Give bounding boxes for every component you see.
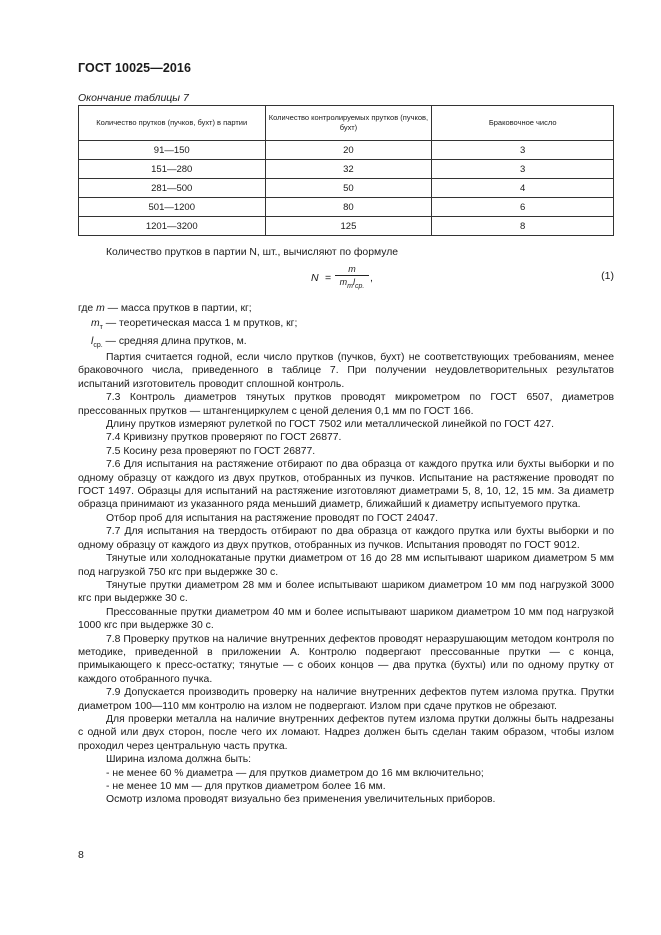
list-item: - не менее 10 мм — для прутков диаметром более 16 мм.: [106, 781, 386, 792]
paragraph: 7.4 Кривизну прутков проверяют по ГОСТ 26877.: [106, 432, 342, 444]
table-header-row: [79, 106, 614, 141]
legend-text: — средняя длина прутков, м.: [102, 336, 247, 348]
formula-equals: =: [325, 272, 332, 284]
paragraph: Длину прутков измеряют рулеткой по ГОСТ 7502 или металлической линейкой по ГОСТ 427.: [106, 419, 554, 431]
paragraph: 7.6 Для испытания на растяжение отбирают по два образца от каждого прутка или бухты выборки и по одному образцу от каждого из двух прутков, отобранных из пучков. Испытание на растяжение проводят по ГОСТ 1497. Образцы для испытаний на растяжение изготовляют диаметрами 5, 8, 10, 12, 15 мм. За диаметр образца принимают из указанного ряда меньший диаметр, ближайший к диаметру испытуемого прутка.: [78, 459, 614, 511]
table-header-cell: Количество прутков (пучков, бухт) в партии: [79, 106, 266, 141]
legend-lead: где: [78, 303, 94, 314]
table-cell: 8: [432, 217, 614, 236]
table-row: [79, 160, 614, 179]
denominator-l: l: [353, 277, 355, 287]
table-cell: 3: [432, 160, 614, 179]
formula-legend: [78, 302, 297, 354]
sampling-table: [78, 105, 614, 236]
table-cell: 151—280: [79, 160, 266, 179]
legend-text: — масса прутков в партии, кг;: [104, 303, 252, 314]
paragraph: 7.9 Допускается производить проверку на наличие внутренних дефектов путем излома прутка. Прутки диаметром 100—110 мм контролю на излом не подвергают. Излом при сдаче прутков не обрезают.: [78, 687, 614, 712]
table-row: [79, 179, 614, 198]
table-cell: 32: [265, 160, 432, 179]
table-cell: 20: [265, 141, 432, 160]
paragraph: Осмотр излома проводят визуально без применения увеличительных приборов.: [106, 794, 496, 806]
table-cell: 50: [265, 179, 432, 198]
paragraph: 7.5 Косину реза проверяют по ГОСТ 26877.: [106, 445, 316, 457]
legend-symbol-sub: т: [99, 323, 103, 331]
legend-symbol-sub: ср.: [93, 342, 103, 350]
paragraph: Отбор проб для испытания на растяжение проводят по ГОСТ 24047.: [106, 512, 439, 524]
main-text: [78, 351, 614, 807]
table-cell: 6: [432, 198, 614, 217]
denominator-l-sub: ср.: [355, 282, 365, 290]
formula-comma: ,: [370, 272, 373, 284]
formula-lhs: N: [311, 272, 319, 284]
formula-fraction: [335, 264, 369, 290]
standard-header: ГОСТ 10025—2016: [78, 61, 192, 75]
formula-intro-block: [78, 246, 614, 259]
legend-row: [78, 317, 297, 336]
table-header-cell: Браковочное число: [432, 106, 614, 141]
table-row: [79, 198, 614, 217]
list-item: - не менее 60 % диаметра — для прутков диаметром до 16 мм включительно;: [106, 767, 484, 779]
paragraph: Тянутые или холоднокатаные прутки диаметром от 16 до 28 мм испытывают шариком диаметром 5 мм под нагрузкой 750 кгс при выдержке 30 с.: [78, 553, 614, 578]
denominator-m-sub: т: [347, 282, 353, 290]
formula-numerator: m: [335, 264, 369, 276]
table-cell: 281—500: [79, 179, 266, 198]
paragraph: Ширина излома должна быть:: [106, 754, 252, 766]
paragraph: Партия считается годной, если число прутков (пучков, бухт) не соответствующих требованиям, менее браковочного числа, приведенного в таблице 7. При получении неудовлетворительных результатов испытаний изготовитель проводит сплошной контроль.: [78, 352, 614, 390]
legend-symbol: m: [96, 303, 105, 314]
table-header-cell: Количество контролируемых прутков (пучков, бухт): [265, 106, 432, 141]
formula-denominator: [335, 276, 369, 290]
table-cell: 1201—3200: [79, 217, 266, 236]
formula-intro: Количество прутков в партии N, шт., вычисляют по формуле: [106, 247, 399, 258]
formula-number: (1): [601, 270, 614, 282]
table-cell: 501—1200: [79, 198, 266, 217]
page-number: 8: [78, 849, 84, 861]
formula: [78, 264, 614, 296]
paragraph: Для проверки металла на наличие внутренних дефектов путем излома прутки должны быть надрезаны с одной или двух сторон, после чего их ломают. Надрез должен быть сделан таким образом, чтобы излом проходил через центральную часть прутка.: [78, 713, 614, 752]
table-row: [79, 141, 614, 160]
legend-text: — теоретическая масса 1 м прутков, кг;: [102, 317, 298, 329]
table-cell: 91—150: [79, 141, 266, 160]
legend-symbol: m: [91, 317, 100, 329]
paragraph: Прессованные прутки диаметром 40 мм и более испытывают шариком диаметром 10 мм под нагрузкой 1000 кгс при выдержке 30 с.: [78, 606, 614, 632]
paragraph: 7.3 Контроль диаметров тянутых прутков проводят микрометром по ГОСТ 6507, диаметров прессованных прутков — штангенциркулем с ценой деления 0,1 мм по ГОСТ 166.: [78, 392, 614, 417]
table-cell: 4: [432, 179, 614, 198]
legend-row: [78, 302, 297, 317]
paragraph: Тянутые прутки диаметром 28 мм и более испытывают шариком диаметром 10 мм под нагрузкой 3000 кгс при выдержке 30 с.: [78, 579, 614, 605]
paragraph: 7.8 Проверку прутков на наличие внутренних дефектов проводят неразрушающим методом контроля по методике, приведенной в приложении А. Контролю подвергают прессованные прутки — с конца, примыкающего к пресс-остатку; тянутые — с обоих концов — два прутка (бухты) или по одному прутку от каждого отобранного пучка.: [78, 633, 614, 685]
legend-symbol: l: [91, 336, 94, 348]
table-caption: Окончание таблицы 7: [78, 92, 189, 104]
table-cell: 80: [265, 198, 432, 217]
denominator-m: m: [339, 277, 348, 287]
table-cell: 125: [265, 217, 432, 236]
table-cell: 3: [432, 141, 614, 160]
table-row: [79, 217, 614, 236]
paragraph: 7.7 Для испытания на твердость отбирают по два образца от каждого прутка или бухты выборки и по одному образцу от каждого из двух прутков, отобранных из пучков. Испытания проводят по ГОСТ 9012.: [78, 526, 614, 551]
